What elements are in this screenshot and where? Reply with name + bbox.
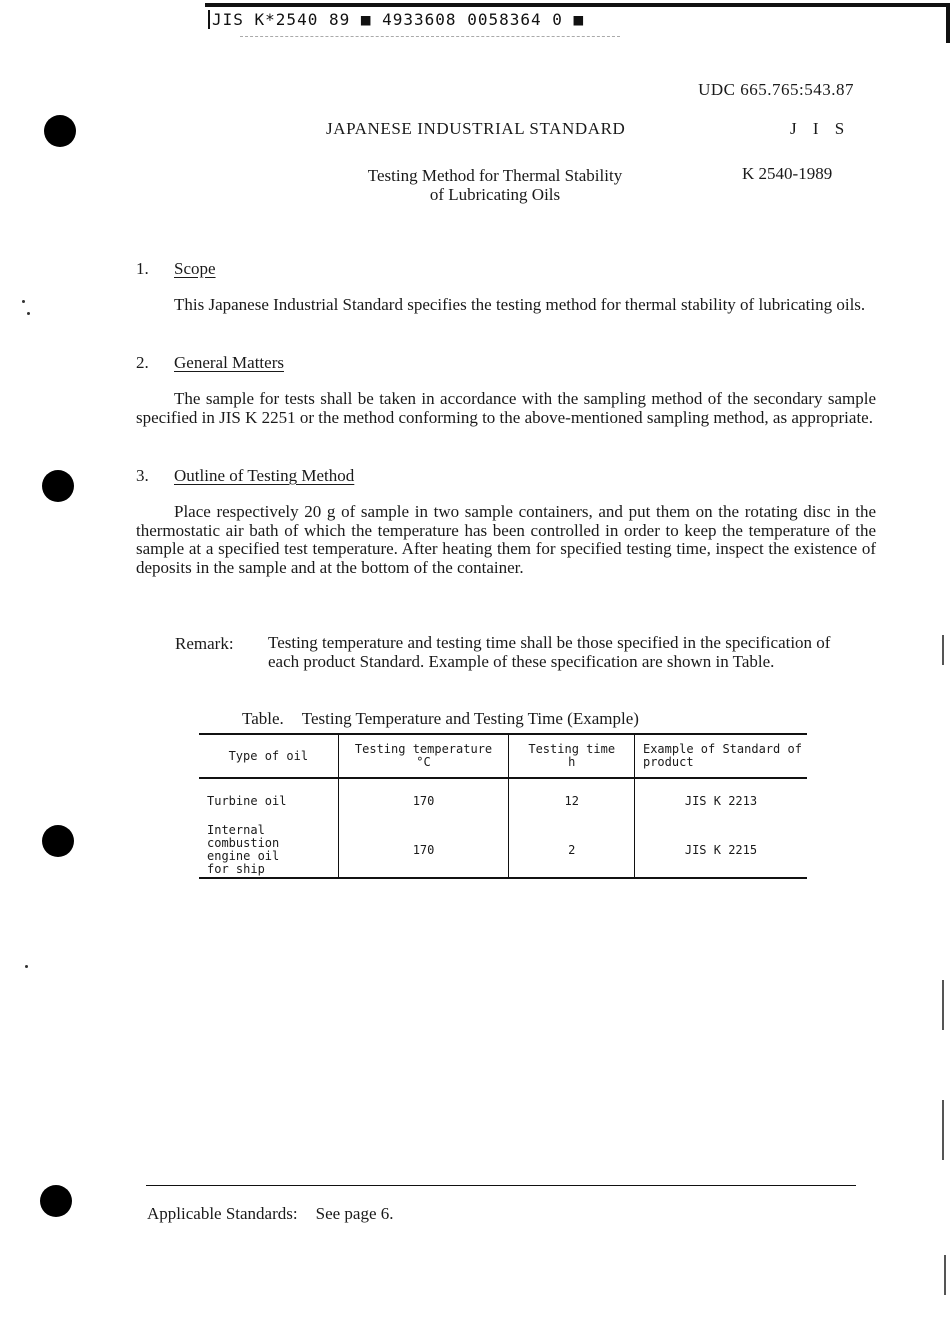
section-number: 1. [136, 259, 149, 278]
punch-hole [40, 1185, 72, 1217]
cell-standard: JIS K 2213 [634, 778, 807, 823]
section-heading-scope [136, 259, 216, 279]
scan-speck [27, 312, 30, 315]
section-text-scope: This Japanese Industrial Standard specifies the testing method for thermal stability of lubricating oils. [174, 295, 866, 314]
section-title: Outline of Testing Method [174, 466, 355, 485]
testing-table [199, 733, 807, 879]
table-header-row [199, 734, 807, 778]
header-time-unit: h [568, 755, 576, 769]
title-line-1: Testing Method for Thermal Stability [367, 166, 623, 185]
scan-edge-mark [942, 635, 944, 665]
section-title: Scope [174, 259, 216, 278]
jis-label: J I S [790, 119, 851, 138]
scan-edge-mark [944, 1255, 946, 1295]
cell-type: Internal combustion engine oil for ship [207, 823, 280, 876]
header-type-of-oil: Type of oil [228, 748, 309, 763]
cell-type: Turbine oil [207, 793, 287, 808]
scan-dash-line [240, 36, 620, 37]
section-text-general: The sample for tests shall be taken in accordance with the sampling method of the secondary sample specified in JIS K 2251 or the method conforming to the above-mentioned sampling method, as appropriate. [136, 389, 876, 427]
section-number: 2. [136, 353, 149, 372]
document-header-code: JIS K*2540 89 ■ 4933608 0058364 0 ■ [208, 10, 584, 29]
scan-edge-mark [942, 1100, 944, 1160]
section-heading-general [136, 353, 284, 373]
footer-rule [146, 1185, 856, 1186]
header-testing-time [509, 734, 635, 778]
punch-hole [42, 825, 74, 857]
punch-hole [42, 470, 74, 502]
scan-top-bar [205, 3, 950, 7]
table-row [199, 823, 807, 878]
section-number: 3. [136, 466, 149, 485]
cell-standard: JIS K 2215 [634, 823, 807, 878]
remark-label: Remark: [175, 634, 234, 653]
table-caption-label: Table. [242, 709, 284, 728]
document-number: K 2540-1989 [742, 164, 833, 183]
header-example-standard: Example of Standard of product [634, 734, 807, 778]
section-text-outline: Place respectively 20 g of sample in two sample containers, and put them on the rotating disc in the thermostatic air bath of which the temperature has been controlled in order to keep the temperature of the sample at a specified test temperature. After heating them for specified testing time, inspect the existence of deposits in the sample and at the bottom of the container. [136, 502, 876, 578]
standard-name: JAPANESE INDUSTRIAL STANDARD [326, 119, 626, 138]
table-caption-title: Testing Temperature and Testing Time (Example) [301, 709, 639, 728]
remark-text: Testing temperature and testing time shall be those specified in the specification of each product Standard. Example of these specification are shown in Table. [268, 633, 831, 671]
header-time-label: Testing time [528, 742, 616, 756]
header-testing-temperature [338, 734, 509, 778]
title-line-2: of Lubricating Oils [429, 185, 561, 204]
document-title [300, 166, 690, 204]
header-temperature-unit: °C [416, 755, 431, 769]
scan-edge-mark [942, 980, 944, 1030]
applicable-standards-ref: See page 6. [315, 1204, 394, 1223]
cell-time: 2 [509, 823, 635, 878]
table-row [199, 778, 807, 823]
scan-speck [22, 300, 25, 303]
applicable-standards-label: Applicable Standards: [147, 1204, 298, 1223]
applicable-standards [147, 1204, 394, 1224]
cell-temperature: 170 [338, 823, 509, 878]
table-caption [242, 709, 639, 729]
cell-time: 12 [509, 778, 635, 823]
section-heading-outline [136, 466, 354, 486]
header-temperature-label: Testing temperature [354, 742, 493, 756]
scan-speck [25, 965, 28, 968]
scan-top-bar-end [946, 3, 950, 43]
udc-code: UDC 665.765:543.87 [698, 80, 854, 99]
cell-temperature: 170 [338, 778, 509, 823]
section-title: General Matters [174, 353, 284, 372]
punch-hole [44, 115, 76, 147]
